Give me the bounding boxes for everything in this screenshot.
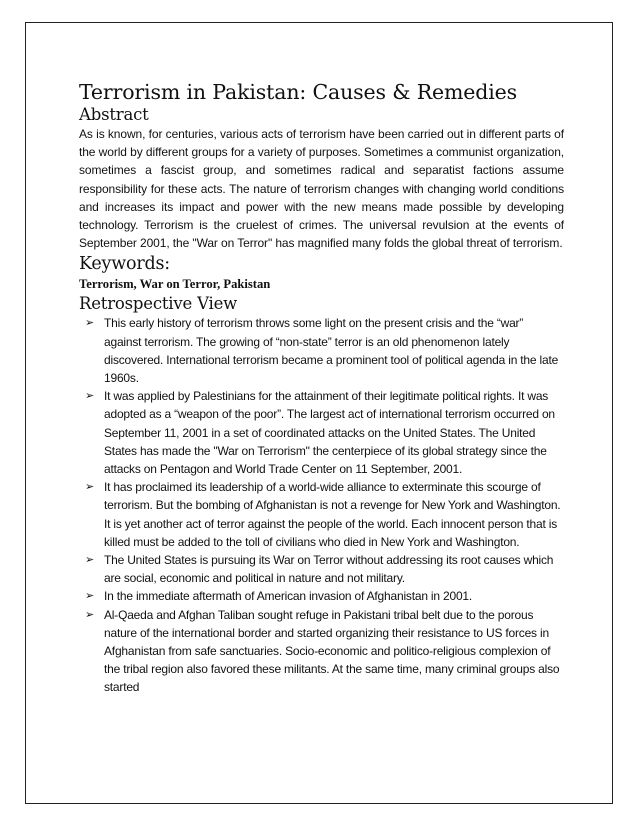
arrowhead-bullet-icon: ➢ [85, 316, 95, 330]
bullet-text: In the immediate aftermath of American invasion of Afghanistan in 2001. [104, 589, 473, 604]
bullet-item [83, 551, 562, 587]
arrowhead-bullet-icon: ➢ [85, 589, 95, 603]
bullet-text: Al-Qaeda and Afghan Taliban sought refuge in Pakistani tribal belt due to the porous nature of the international border and started organizing their resistance to US forces in Afghanistan from safe sanctuaries. Socio-economic and politico-religious complexion of the tribal region also favored these militants. At the same time, many criminal groups also started [104, 607, 560, 695]
bullet-text: It has proclaimed its leadership of a world-wide alliance to exterminate this scourge of terrorism. But the bombing of Afghanistan is not a revenge for New York and Washington. It is yet another act of terror against the people of the world. Each innocent person that is killed must be added to the toll of civilians who died in New York and Washington. [104, 480, 561, 549]
bullet-item [83, 587, 562, 605]
retrospective-heading: Retrospective View [79, 294, 238, 314]
bullet-item [83, 387, 562, 478]
bullet-item [83, 606, 562, 697]
document-body [79, 80, 564, 697]
document-title: Terrorism in Pakistan: Causes & Remedies [79, 80, 517, 104]
abstract-paragraph: As is known, for centuries, various acts of terrorism have been carried out in different parts of the world by different groups for a variety of purposes. Sometimes a communist organization, sometimes a fascist group, and sometimes radical and separatist factions assume responsibility for these acts. The nature of terrorism changes with changing world conditions and increases its impact and power with the new means made possible by developing technology. Terrorism is the cruelest of crimes. The universal revulsion at the events of September 2001, the "War on Terror" has magnified many folds the global threat of terrorism. [79, 127, 564, 251]
arrowhead-bullet-icon: ➢ [85, 607, 95, 621]
arrowhead-bullet-icon: ➢ [85, 553, 95, 567]
keywords-list: Terrorism, War on Terror, Pakistan [79, 277, 271, 292]
retrospective-bullet-list [79, 314, 564, 696]
arrowhead-bullet-icon: ➢ [85, 389, 95, 403]
keywords-heading: Keywords: [79, 254, 171, 275]
bullet-text: The United States is pursuing its War on Terror without addressing its root causes which are social, economic and political in nature and not military. [104, 553, 554, 586]
bullet-text: This early history of terrorism throws some light on the present crisis and the “war” against terrorism. The growing of “non-state” terror is an old phenomenon lately discovered. International terrorism became a prominent tool of political agenda in the late 1960s. [104, 316, 559, 386]
bullet-item [83, 478, 562, 551]
bullet-item [83, 314, 562, 387]
arrowhead-bullet-icon: ➢ [85, 480, 95, 494]
bullet-text: It was applied by Palestinians for the attainment of their legitimate political rights. It was adopted as a “weapon of the poor”. The largest act of international terrorism occurred on September 11, 2001 in a set of coordinated attacks on the United States. The United States has made the "War on Terrorism" the centerpiece of its global strategy since the attacks on Pentagon and World Trade Center on 11 September, 2001. [104, 389, 555, 477]
abstract-heading: Abstract [79, 105, 149, 124]
